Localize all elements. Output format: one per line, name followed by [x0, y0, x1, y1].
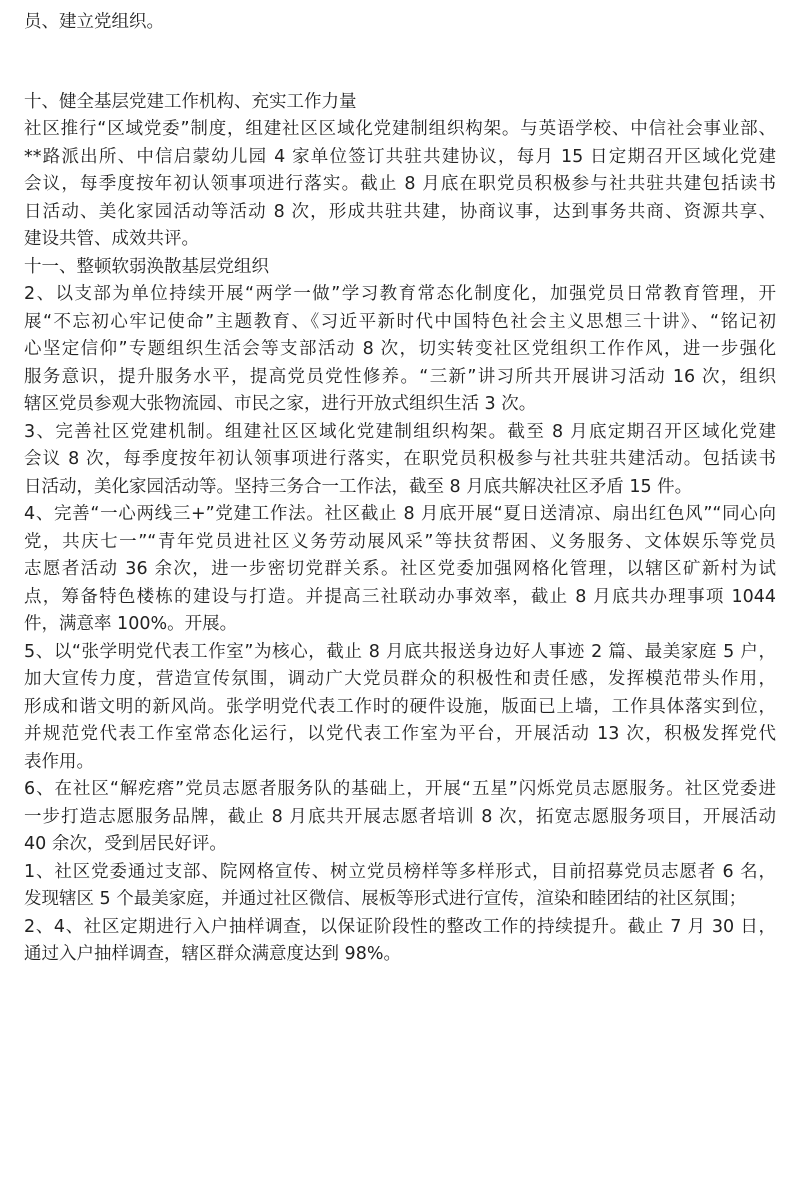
text-line: 辖区党员参观大张物流园、市民之家，进行开放式组织生活 3 次。 [24, 394, 537, 414]
text-line: 40 余次，受到居民好评。 [24, 834, 227, 854]
text-line: 表作用。 [24, 751, 94, 772]
document-body [24, 9, 776, 969]
text-line: 服务意识，提升服务水平，提高党员党性修养。“三新”讲习所共开展讲习活动 16 次，组织 [24, 366, 776, 387]
text-line: 员、建立党组织。 [24, 12, 164, 32]
text-line: 1、社区党委通过支部、院网格宣传、树立党员榜样等多样形式，目前招募党员志愿者 6 名， [24, 861, 776, 882]
text-line: 加大宣传力度，营造宣传氛围，调动广大党员群众的积极性和责任感，发挥模范带头作用， [24, 669, 776, 689]
text-line: 6、在社区“解疙瘩”党员志愿者服务队的基础上，开展“五星”闪烁党员志愿服务。社区党委进 [24, 779, 776, 799]
text-line: 发现辖区 5 个最美家庭，并通过社区微信、展板等形式进行宣传，渲染和睦团结的社区氛围； [24, 889, 747, 909]
paragraph-gap [24, 37, 776, 89]
text-line: 日活动，美化家园活动等。坚持三务合一工作法，截至 8 月底共解决社区矛盾 15 件。 [24, 476, 693, 497]
paragraph [24, 281, 776, 419]
paragraph [24, 501, 776, 639]
text-line: 件，满意率 100%。开展。 [24, 614, 238, 634]
text-line: **路派出所、中信启蒙幼儿园 4 家单位签订共驻共建协议，每月 15 日定期召开区域化党建 [24, 146, 776, 167]
text-line: 会议 8 次，每季度按年初认领事项进行落实，在职党员积极参与社共驻共建活动。包括读书 [24, 449, 776, 469]
paragraph [24, 639, 776, 777]
paragraph [24, 859, 776, 914]
paragraph [24, 776, 776, 859]
text-line: 一步打造志愿服务品牌，截止 8 月底共开展志愿者培训 8 次，拓宽志愿服务项目，开展活动 [24, 806, 776, 827]
paragraph [24, 914, 776, 969]
text-line: 5、以“张学明党代表工作室”为核心，截止 8 月底共报送身边好人事迹 2 篇、最美家庭 5 户， [24, 641, 776, 662]
text-line: 并规范党代表工作室常态化运行，以党代表工作室为平台，开展活动 13 次，积极发挥党代 [24, 724, 776, 744]
text-line: 4、完善“一心两线三+”党建工作法。社区截止 8 月底开展“夏日送清凉、扇出红色风”“同心向 [24, 504, 776, 524]
text-line: 展“不忘初心牢记使命”主题教育、《习近平新时代中国特色社会主义思想三十讲》、“铭记初 [24, 311, 776, 332]
paragraph [24, 254, 776, 282]
paragraph [24, 89, 776, 117]
paragraph [24, 116, 776, 254]
text-line: 心坚定信仰”专题组织生活会等支部活动 8 次，切实转变社区党组织工作作风，进一步强化 [24, 339, 776, 359]
text-line: 2、以支部为单位持续开展“两学一做”学习教育常态化制度化，加强党员日常教育管理，开 [24, 284, 776, 304]
text-line: 通过入户抽样调查，辖区群众满意度达到 98%。 [24, 944, 401, 964]
text-line: 志愿者活动 36 余次，进一步密切党群关系。社区党委加强网格化管理，以辖区矿新村为试 [24, 559, 776, 579]
text-line: 2、4、社区定期进行入户抽样调查，以保证阶段性的整改工作的持续提升。截止 7 月 30 日， [24, 916, 776, 937]
paragraph [24, 419, 776, 502]
text-line: 建设共管、成效共评。 [24, 229, 199, 249]
text-line: 形成和谐文明的新风尚。张学明党代表工作时的硬件设施，版面已上墙，工作具体落实到位， [24, 696, 776, 717]
text-line: 十一、整顿软弱涣散基层党组织 [24, 256, 269, 277]
text-line: 党，共庆七一”“青年党员进社区义务劳动展风采”等扶贫帮困、义务服务、文体娱乐等党员 [24, 531, 776, 552]
text-line: 会议，每季度按年初认领事项进行落实。截止 8 月底在职党员积极参与社共驻共建包括读书 [24, 174, 776, 194]
paragraph [24, 9, 776, 37]
text-line: 日活动、美化家园活动等活动 8 次，形成共驻共建，协商议事，达到事务共商、资源共享、 [24, 201, 776, 222]
text-line: 点，筹备特色楼栋的建设与打造。并提高三社联动办事效率，截止 8 月底共办理事项 1044 [24, 586, 776, 607]
text-line: 十、健全基层党建工作机构、充实工作力量 [24, 91, 357, 112]
text-line: 3、完善社区党建机制。组建社区区域化党建制组织构架。截至 8 月底定期召开区域化党建 [24, 421, 776, 442]
text-line: 社区推行“区域党委”制度，组建社区区域化党建制组织构架。与英语学校、中信社会事业部、 [24, 119, 776, 139]
